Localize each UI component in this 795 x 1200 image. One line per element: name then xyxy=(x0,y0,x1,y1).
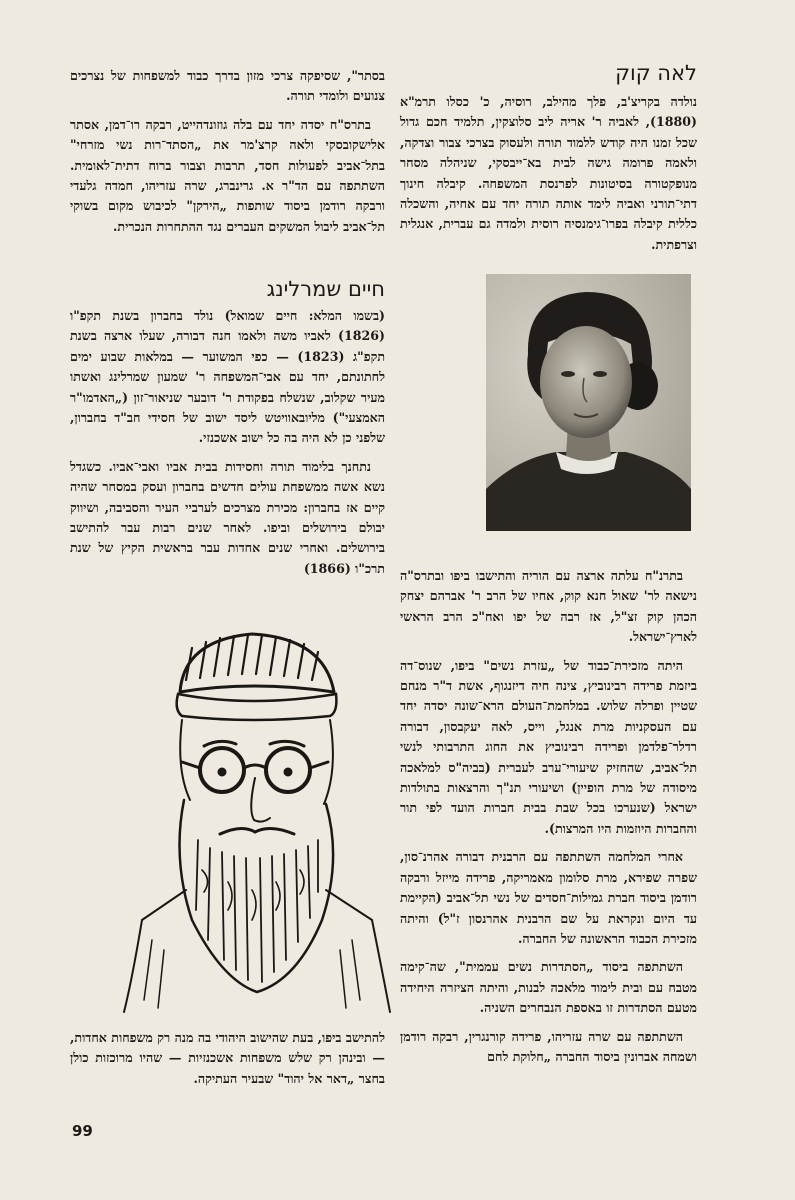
lea-kook-paragraph: השתתפה ביסוד „הסתדרות נשים עממית", שה־קימה מטבח עם ובית לימוד מלאכה לבנות, והיתה הציזרה היחידה מטעם הסתדרות זו באספת הנבחרים השניה. xyxy=(400,959,697,1016)
page-number: 99 xyxy=(72,1122,93,1140)
portrait-photo-lea-kook xyxy=(486,274,691,531)
continuation-paragraph: בסתר", שסיפקה צרכי מזון בדרך כבוד למשפחות של נצרכים צנועים ולומדי תורה. xyxy=(70,68,385,104)
sketch-portrait-haim-shmerling xyxy=(112,620,397,1015)
lea-kook-continuation xyxy=(70,66,385,237)
lea-kook-paragraph: השתתפה עם שרה עזריהו, פרידה קורנגרין, רבקה רודמן ושמחה אברונין ביסוד החברה „חלוקת לחם xyxy=(400,1028,697,1064)
article-title-lea-kook: לאה קוק xyxy=(615,61,697,85)
lea-kook-body xyxy=(400,566,697,1067)
sketch-drawing xyxy=(112,620,397,1015)
haim-shmerling-caption-text: להתישב ביפו, בעת שהישוב היהודי בה מנה רק משפחות אחדות, — ובינהן רק שלש משפחות אשכנזיות — שהיו מרוכזות כולן בחצר „דאר אל יהוד" שבעיר העתיקה. xyxy=(70,1030,385,1086)
haim-shmerling-body xyxy=(70,306,385,579)
lea-kook-paragraph: היתה מזכירת־כבוד של „עזרת נשים" ביפו, שנוס־דה ביזמת פרידה רבינוביץ, צינה חיה דיזנגוף, אשת ד"ר מנחם שטיין ופרלה שלוש. במלחמת־העולם הרא־שונה יסדה יחד עם העסקניות מרת אנגל, וייס, לאה יעקבסון, דבורה רדלר־פלדמן ופרידה רבינוביץ את החוג התרבותי לנשי תל־אביב, שהחזיק שיעורי־ערב לעברית (בביה"ס למלאכה מיסודה של מרת הופיין) ושיעורי תנ"ך והרצאות בתולדות ישראל (שנערכו בכל שבת בבית חברות הועד לפי תור והחברות היוזמות היו המרצות). xyxy=(400,657,697,836)
article-title-haim-shmerling: חיים שמרלינג xyxy=(266,277,385,301)
continuation-paragraph: בתרס"ח יסדה יחד עם בלה גוזונדהייט, רבקה רו־דמן, אסתר אלישקובסקי ולאה קרצ'מר את „הסתד־רות נשי מזרחי" בתל־אביב לפעולות חסד, תרבות וצבור ברוח דתית־לאומית. השתתפה עם הד"ר א. גרינברג, שרה עזריהו, חמדה גלעדי ורבקה רודמן ביסוד שותפות „הירקן" לכיבוש מקום בשוקי תל־אביב ליבול המשקים העברים נגד ההתחרות הנכרית. xyxy=(70,116,385,234)
lea-kook-paragraph: בתרנ"ח עלתה ארצה עם הוריה והתישבו ביפו ובתרס"ה נישאה לר' שאול חנא קוק, אחיו של הרב ר' אברהם יצחק הכהן קוק זצ"ל, אז רבה של יפו ואח"כ הרב הראשי לארץ־ישראל. xyxy=(400,568,697,645)
portrait-photo-image xyxy=(486,274,691,531)
lea-kook-paragraph: אחרי המלחמה השתתפה עם הרבנית דבורה אהרנ־סון, שפרה שפירא, מרת סלומון מאמריקה, פרידה מייזל ורבקה רודמן ביסוד חברת גמילות־חסדים של נשי תל־אביב (הקיימת עד היום ונקראת על שם הרבנית אהרנסון ז"ל) והיתה מזכירת הכבוד הראשונה של החברה. xyxy=(400,849,697,946)
lea-kook-intro xyxy=(400,92,697,263)
lea-kook-paragraph: נולדה בקריצ'ב, פלך מהילב, רוסיה, כ' כסלו תרמ"א (1880), לאביה ר' אריה ליב סלוצקין, תלמיד חכם גדול שכל זמנו היה קודש ללמוד תורה ולעסוק בצרכי צבור וצדקה, ולאמה פרומה גישה לבית בא־ייבסקי, שניהלה מסחר מנופקטורה בסיטונות לפרנסת המשפחה. קיבלה חינוך דתי־תורני ואביה לימד אותה תורה יחד עם אחיה, והשכלה כללית קיבלה בפרו־גימנסיה רוסית ולמדה גם עברית, אנגלית וצרפתית. xyxy=(400,94,697,252)
haim-paragraph: (בשמו המלא: חיים שמואל) נולד בחברון בשנת תקפ"ו (1826) לאביו משה ולאמו חנה דבורה, שעלו ארצה בשנת תקפ"ג (1823) — כפי המשוער — במלאות שבוע ימים לחתונתם, יחד עם אבי־המשפחה ר' שמעון שמרלינג ואשתו מעיר שקלוב, שנשלח בפקודת ר' דובער שניאור־זון („האדמו"ר האמצעי") מליובאוויטש ליסד ישוב של חסידי חב"ד בחברון, שלפני כן לא היה בה כל ישוב אשכנזי. xyxy=(70,308,386,446)
haim-paragraph: נתחנך בלימוד תורה וחסידות בבית אביו ואבי־אביו. כשגדל נשא אשה ממשפחת עולים חדשים בחברון ועסק במסחר שהיה קיים אז בחברון: מכירת מצרכים לערביי העיר והסביבה, ושיווק יבולם בירושלים וביפו. לאחר שנים רבות עבר להתישב בירושלים. ואחרי שנים אחדות עבר בראשית הקיץ של שנת תרכ"ו (1866) xyxy=(70,458,385,576)
